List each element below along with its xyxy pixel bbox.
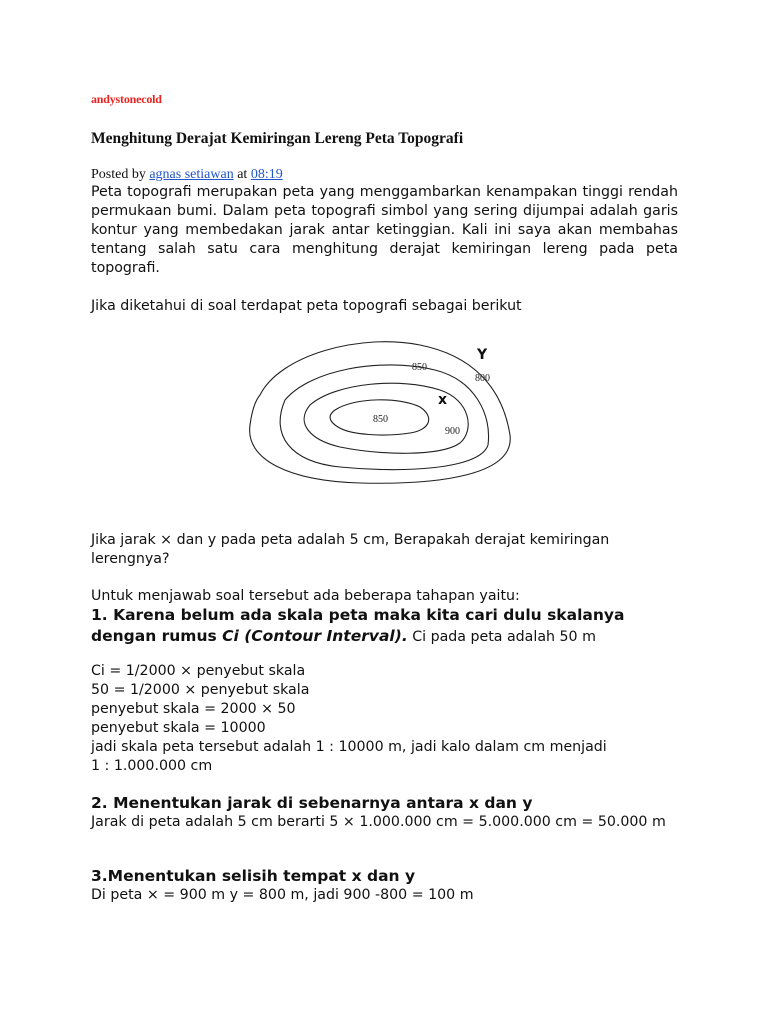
contour-map-figure [240, 335, 530, 490]
step-1-tail: Ci pada peta adalah 50 m [407, 629, 596, 645]
calc-line: Ci = 1/2000 × penyebut skala [91, 663, 306, 679]
contour-label-850-top: 850 [412, 362, 427, 373]
intro-paragraph: Peta topografi merupakan peta yang menggambarkan kenampakan tinggi rendah permukaan bumi. Dalam peta topografi simbol yang sering dijumpai adalah garis kontur yang membedakan jarak antar ketinggian. Kali ini saya akan membahas tentang salah satu cara menghitung derajat kemiringan lereng pada peta topografi. [91, 184, 678, 276]
calc-line: 50 = 1/2000 × penyebut skala [91, 682, 310, 698]
calc-line: penyebut skala = 2000 × 50 [91, 701, 296, 717]
posted-at-label: at [237, 167, 248, 182]
step-3-text: Di peta × = 900 m y = 800 m, jadi 900 -800 = 100 m [91, 887, 474, 903]
calculation-block [91, 662, 681, 776]
step-3-heading: 3.Menentukan selisih tempat x dan y [91, 867, 416, 885]
calc-line: jadi skala peta tersebut adalah 1 : 10000 m, jadi kalo dalam cm menjadi [91, 739, 607, 755]
given-paragraph: Jika diketahui di soal terdapat peta topografi sebagai berikut [91, 298, 522, 314]
step-2-text: Jarak di peta adalah 5 cm berarti 5 × 1.000.000 cm = 5.000.000 cm = 50.000 m [91, 814, 666, 830]
calc-line: penyebut skala = 10000 [91, 720, 266, 736]
posted-by-label: Posted by [91, 167, 146, 182]
blog-name[interactable]: andystonecold [91, 92, 162, 106]
step-1 [91, 605, 681, 647]
author-link[interactable]: agnas setiawan [149, 167, 234, 182]
contour-label-850-inner: 850 [373, 414, 388, 425]
contour-outer [250, 342, 511, 484]
step-3 [91, 866, 681, 905]
time-link[interactable]: 08:19 [250, 167, 283, 182]
step-1-heading: 1. Karena belum ada skala peta maka kita cari dulu skalanya dengan rumus [91, 606, 625, 645]
post-title: Menghitung Derajat Kemiringan Lereng Peta Topografi [91, 130, 464, 147]
calc-line: 1 : 1.000.000 cm [91, 758, 213, 774]
post-meta [91, 167, 283, 183]
point-x-marker: x [438, 392, 448, 408]
steps-intro-paragraph: Untuk menjawab soal tersebut ada beberapa tahapan yaitu: [91, 588, 520, 604]
point-y-marker: Y [477, 347, 488, 363]
step-1-heading-formula: Ci (Contour Interval). [222, 627, 408, 645]
step-2 [91, 793, 681, 832]
contour-label-800: 800 [475, 373, 490, 384]
step-2-heading: 2. Menentukan jarak di sebenarnya antara x dan y [91, 794, 533, 812]
question-paragraph: Jika jarak × dan y pada peta adalah 5 cm, Berapakah derajat kemiringan lerengnya? [91, 532, 610, 567]
contour-label-900: 900 [445, 426, 460, 437]
